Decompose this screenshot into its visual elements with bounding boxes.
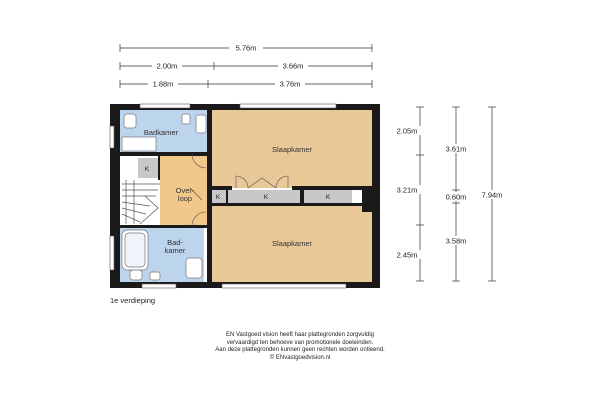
disclaimer-line: © ENvastgoedvision.nl [269,354,331,361]
dim-right-total: 7.94m [481,190,503,200]
disclaimer-line: vervaardigd ten behoeve van promotionele doeleinden. [226,339,374,346]
room-label-overloop-line1: Over- [175,186,195,195]
floor-label: 1e verdieping [110,296,156,305]
disclaimer-line: EN Vastgoed vision heeft haar plattegronden zorgvuldig [226,332,374,338]
dim-right-col2-mid: 0.60m [445,192,467,202]
room-label-badkamer-bottom-line1: Bad- [167,238,183,247]
dim-right-col1-top: 2.05m [396,126,418,136]
dim-top-row3-left: 1.88m [152,79,174,89]
dim-right-col1-bottom: 2.45m [396,250,418,260]
dim-top-row3-right: 3.76m [279,79,301,89]
room-label-overloop-line2: loop [177,194,193,203]
dim-top-total: 5.76m [235,43,257,53]
dim-right-col2-bottom: 3.58m [445,236,467,246]
dim-top-row2-right: 3.66m [282,61,304,71]
dim-right-col1-mid: 3.21m [396,185,418,195]
cupboard-label-1: K [215,194,221,201]
room-label-badkamer-bottom-line2: kamer [164,246,186,255]
cupboard-label-2: K [263,194,269,201]
room-label-slaapkamer-top: Slaapkamer [271,145,313,154]
cupboard-label-top: K [144,166,150,173]
disclaimer-line: Aan deze plattegronden kunnen geen rechten worden ontleend. [215,347,385,354]
room-label-slaapkamer-bottom: Slaapkamer [271,239,313,248]
dim-right-col2-top: 3.61m [445,144,467,154]
cupboard-label-3: K [325,194,331,201]
disclaimer [150,332,450,362]
room-label-badkamer-top: Badkamer [143,128,179,137]
dim-top-row2-left: 2.00m [156,61,178,71]
